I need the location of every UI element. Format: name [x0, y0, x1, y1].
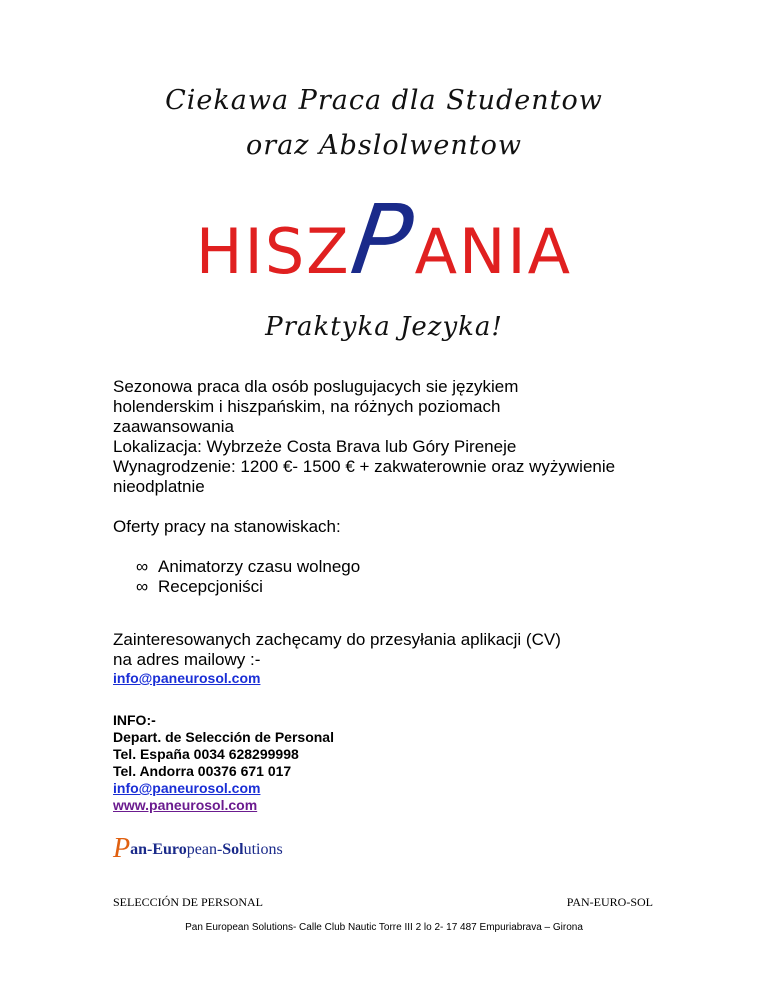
desc-line: holenderskim i hiszpańskim, na różnych poziomach	[113, 397, 501, 416]
desc-line: zaawansowania	[113, 417, 234, 436]
list-item	[136, 577, 360, 597]
apply-line: na adres mailowy :-	[113, 650, 261, 669]
logo-part: pean-	[186, 841, 223, 858]
title-line-1: Ciekawa Praca dla Studentow	[165, 85, 603, 116]
logo-part: utions	[243, 841, 283, 858]
department: Depart. de Selección de Personal	[113, 729, 334, 745]
job-description	[113, 377, 673, 497]
title-line-2: oraz Abslolwentow	[246, 130, 522, 161]
salary-line: Wynagrodzenie: 1200 €- 1500 € + zakwaterownie oraz wyżywienie	[113, 457, 616, 476]
apply-line: Zainteresowanych zachęcamy do przesyłania aplikacji (CV)	[113, 630, 561, 649]
headline-hiszpania	[0, 184, 768, 296]
info-heading: INFO:-	[113, 712, 156, 728]
headline-right: ANIA	[414, 215, 573, 288]
footer-right: PAN-EURO-SOL	[566, 895, 653, 909]
location-line: Lokalizacja: Wybrzeże Costa Brava lub Góry Pireneje	[113, 437, 517, 456]
footer-left: SELECCIÓN DE PERSONAL	[113, 895, 264, 909]
company-logo	[113, 830, 283, 862]
logo-p: P	[113, 833, 131, 864]
apply-email-link[interactable]: info@paneurosol.com	[113, 670, 261, 686]
headline-left: HISZ	[195, 215, 351, 288]
website-link[interactable]: www.paneurosol.com	[113, 797, 258, 813]
phone-andorra: Tel. Andorra 00376 671 017	[113, 763, 292, 779]
logo-part: Sol	[222, 841, 244, 858]
offer-label: Animatorzy czasu wolnego	[158, 557, 361, 576]
phone-spain: Tel. España 0034 628299998	[113, 746, 299, 762]
offers-list	[136, 557, 360, 597]
bullet-icon: ∞	[136, 557, 149, 576]
offers-heading: Oferty pracy na stanowiskach:	[113, 517, 341, 536]
logo-part: an-	[130, 841, 153, 858]
info-block	[113, 712, 334, 814]
offer-label: Recepcjoniści	[158, 577, 263, 596]
headline-p: P	[344, 184, 421, 296]
list-item	[136, 557, 360, 577]
salary-line-cont: nieodplatnie	[113, 477, 205, 496]
apply-text	[113, 630, 673, 670]
footer-address: Pan European Solutions- Calle Club Nautic Torre III 2 lo 2- 17 487 Empuriabrava – Girona	[185, 922, 583, 933]
subtitle: Praktyka Jezyka!	[265, 312, 503, 342]
logo-part: Euro	[152, 841, 187, 858]
bullet-icon: ∞	[136, 577, 149, 596]
desc-line: Sezonowa praca dla osób poslugujacych sie językiem	[113, 377, 519, 396]
info-email-link[interactable]: info@paneurosol.com	[113, 780, 261, 796]
